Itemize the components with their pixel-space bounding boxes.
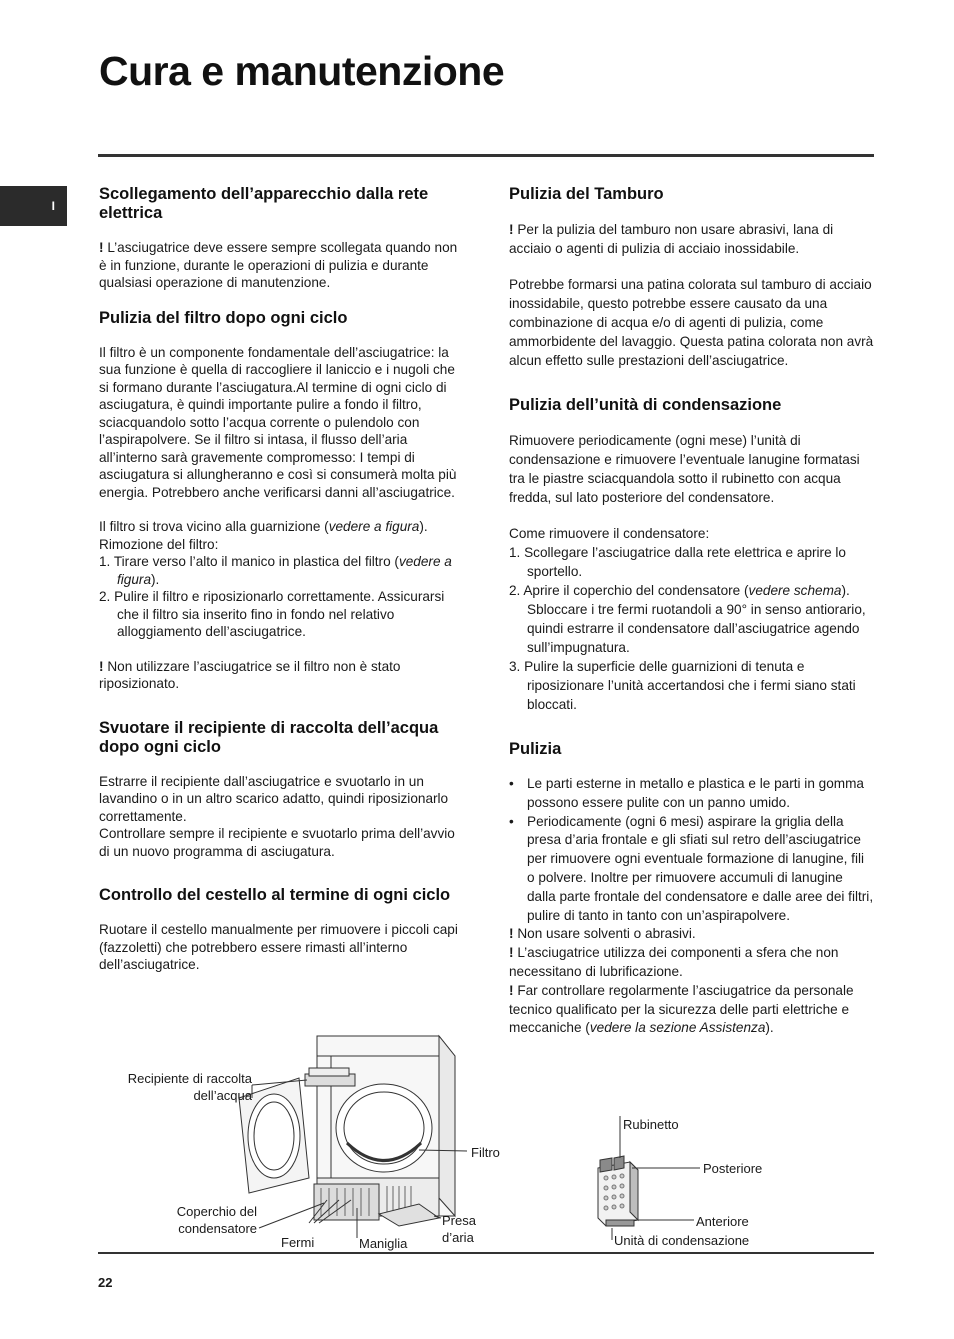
section-heading-drum-check: Controllo del cestello al termine di ogni ciclo [99,886,451,904]
paragraph: Rimuovere periodicamente (ogni mese) l’unità di condensazione e rimuovere l’eventuale lanugine formatasi tra le piastre sciacquandola sotto il rubinetto con acqua fredda, sul lato posteriore del condensatore. [509,433,860,505]
list-item: 1. Scollegare l’asciugatrice dalla rete elettrica e aprire lo sportello. [509,545,846,579]
label-condenser-cover: Coperchio del condensatore [176,1204,257,1236]
language-tab: I [0,186,67,226]
dryer-figure [99,1028,519,1250]
paragraph: Potrebbe formarsi una patina colorata sul tamburo di acciaio inossidabile, questo potrebbe essere causato da una combinazione di acqua e/o di agenti di pulizia, come ammorbidente del lavaggio. Questa patina colorata non avrà alcun effetto sulle prestazioni dell’asciugatrice. [509,277,874,368]
label-rear: Posteriore [703,1161,763,1176]
note: ! Non usare solventi o abrasivi. [509,926,696,942]
label-front: Anteriore [696,1214,749,1229]
paragraph: ! L’asciugatrice deve essere sempre scollegata quando non è in funzione, durante le operazioni di pulizia e durante qualsiasi operazione di manutenzione. [99,240,458,290]
top-divider [98,154,874,157]
condenser-figure [590,1112,790,1250]
label-handle: Maniglia [359,1236,408,1251]
cleaning-list [509,775,875,925]
note: ! L’asciugatrice utilizza dei componenti a sfera che non necessitano di lubrificazione. [509,945,839,979]
label-water-tank: Recipiente di raccolta dell’acqua [127,1071,252,1103]
filter-location: Il filtro si trova vicino alla guarnizione (vedere a figura). [99,519,428,534]
warning-icon: ! [99,658,108,674]
section-heading-filter: Pulizia del filtro dopo ogni ciclo [99,308,348,327]
label-tap: Rubinetto [623,1117,679,1132]
label-condenser-unit: Unità di condensazione [614,1233,750,1248]
filter-removal-intro: Rimozione del filtro: [99,536,219,552]
label-latches: Fermi [281,1235,315,1250]
paragraph: Controllare sempre il recipiente e svuotarlo prima dell’avvio di un nuovo programma di asciugatura. [99,826,455,859]
filter-steps [99,553,465,641]
page-number: 22 [98,1275,113,1290]
left-column [99,185,465,991]
warning-icon: ! [509,926,518,942]
right-column [509,185,875,1038]
list-item: 1. Tirare verso l’alto il manico in plastica del filtro (vedere a figura). [99,554,452,587]
label-air-intake: Presa d’aria [442,1213,476,1245]
bottom-divider [98,1252,874,1254]
warning-icon: ! [509,982,518,998]
paragraph: Il filtro è un componente fondamentale dell’asciugatrice: la sua funzione è quella di raccogliere il laniccio e i nugoli che si formano durante l’asciugatura.Al termine di ogni ciclo di asciugatura, è quindi importante pulire a fondo il filtro, sciacquandolo sotto l’acqua corrente o pulendolo con l’aspirapolvere. Se il filtro si intasa, il flusso dell’aria all’interno sarà gravemente compromesso: I tempi di asciugatura si allungheranno e così si consumerà molta più energia. Potrebbero anche verificarsi danni all’asciugatrice. [99,344,457,500]
condenser-steps [509,543,875,714]
paragraph: Ruotare il cestello manualmente per rimuovere i piccoli capi (fazzoletti) che potrebbero essere rimasti all’interno dell’asciugatrice. [99,922,458,972]
page-title: Cura e manutenzione [99,48,505,94]
list-item: • Periodicamente (ogni 6 mesi) aspirare la griglia della presa d’aria frontale e gli sfiati sul retro dell’asciugatrice per rimuovere ogni eventuale formazione di lanugine, fili o polvere. Inoltre per rimuovere accumuli di lanugine dalla parte frontale del condensatore e dalle aree dei filtri, pulire di tanto in tanto con un’aspirapolvere. [509,813,875,926]
list-item: 3. Pulire la superficie delle guarnizioni di tenuta e riposizionare l’unità accertandosi che i fermi siano stati bloccati. [509,659,856,712]
section-heading-condenser: Pulizia dell’unità di condensazione [509,396,782,414]
section-heading-water-tank: Svuotare il recipiente di raccolta dell’acqua dopo ogni ciclo [99,718,439,756]
warning-icon: ! [509,945,518,961]
list-item: 2. Pulire il filtro e riposizionarlo correttamente. Assicurarsi che il filtro sia inserito fino in fondo nel relativo alloggiamento dell’asciugatrice. [99,589,445,639]
paragraph: Come rimuovere il condensatore: [509,526,710,541]
list-item: 2. Aprire il coperchio del condensatore (vedere schema). Sbloccare i tre fermi ruotandoli a 90° in senso antiorario, quindi estrarre il condensatore dall’asciugatrice agendo sull’impugnatura. [509,583,866,655]
section-heading-cleaning: Pulizia [509,740,562,758]
warning-icon: ! [509,222,518,237]
paragraph: Estrarre il recipiente dall’asciugatrice e svuotarlo in un lavandino o in un altro scarico adatto, quindi riposizionarlo correttamente. [99,773,449,824]
condenser-illustration [590,1112,790,1250]
paragraph: ! Non utilizzare l’asciugatrice se il filtro non è stato riposizionato. [99,658,401,691]
paragraph: ! Per la pulizia del tamburo non usare abrasivi, lana di acciaio o agenti di pulizia di acciaio inossidabile. [509,222,834,256]
note: ! Far controllare regolarmente l’asciugatrice da personale tecnico qualificato per la sicurezza delle parti elettriche e meccaniche (vedere la sezione Assistenza). [509,982,854,1036]
section-heading-disconnect: Scollegamento dell’apparecchio dalla rete elettrica [99,185,429,222]
warning-icon: ! [99,240,108,255]
list-item: • Le parti esterne in metallo e plastica e le parti in gomma possono essere pulite con un panno umido. [509,775,875,813]
label-filter: Filtro [471,1145,500,1160]
section-heading-drum-cleaning: Pulizia del Tamburo [509,185,664,203]
